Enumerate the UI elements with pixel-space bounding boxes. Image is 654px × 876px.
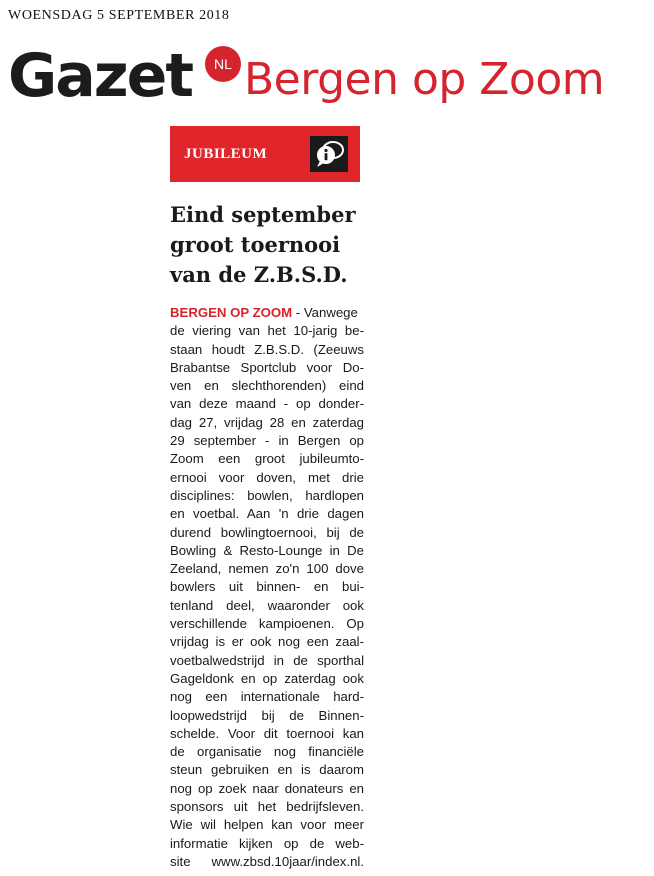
body-line: van deze maand - op donder- <box>170 396 364 412</box>
body-line: schelde. Voor dit toernooi kan <box>170 725 364 741</box>
masthead <box>8 38 648 116</box>
body-line: bowlers uit binnen- en bui- <box>170 579 364 595</box>
article-body <box>170 304 364 871</box>
edition-name: Bergen op Zoom <box>244 54 605 105</box>
body-line: de viering van het 10-jarig be- <box>170 323 364 339</box>
body-line: de organisatie nog financiële <box>170 744 364 760</box>
body-line: vrijdag is er ook nog een zaal- <box>170 634 364 650</box>
body-line: Bowling & Resto-Lounge in De <box>170 542 364 558</box>
body-line: durend bowlingtoernooi, bij de <box>170 524 364 540</box>
body-line: tenland deel, waaronder ook <box>170 597 364 613</box>
body-line: ven en slechthorenden) eind <box>170 378 364 394</box>
body-line: site www.zbsd.10jaar/index.nl. <box>170 853 364 869</box>
body-line: Zeeland, nemen zo'n 100 dove <box>170 561 364 577</box>
kicker-label: JUBILEUM <box>184 146 268 162</box>
article <box>170 126 364 871</box>
body-line: staan houdt Z.B.S.D. (Zeeuws <box>170 341 364 357</box>
headline-line: van de Z.B.S.D. <box>170 262 348 287</box>
brand-logo: Gazet <box>8 41 193 111</box>
body-line: Gageldonk en op zaterdag ook <box>170 670 364 686</box>
headline-line: groot toernooi <box>170 232 341 257</box>
body-line: en voetbal. Aan 'n drie dagen <box>170 506 364 522</box>
body-line: dag 27, vrijdag 28 en zaterdag <box>170 414 364 430</box>
body-line-text: - Vanwege <box>292 305 358 320</box>
body-line: Wie wil helpen kan voor meer <box>170 817 364 833</box>
body-line: nog een internationale hard- <box>170 689 364 705</box>
body-line: voetbalwedstrijd in de sporthal <box>170 652 364 668</box>
body-line: disciplines: bowlen, hardlopen <box>170 487 364 503</box>
nl-badge: NL <box>205 46 241 82</box>
body-line: informatie kijken op de web- <box>170 835 364 851</box>
city-label: BERGEN OP ZOOM <box>170 305 293 320</box>
kicker-banner <box>170 126 360 182</box>
dateline: WOENSDAG 5 SEPTEMBER 2018 <box>8 8 230 23</box>
body-line: steun gebruiken en is daarom <box>170 762 364 778</box>
headline-line: Eind september <box>170 202 356 227</box>
body-line: verschillende kampioenen. Op <box>170 616 364 632</box>
body-line: loopwedstrijd bij de Binnen- <box>170 707 364 723</box>
body-line: Brabantse Sportclub voor Do- <box>170 359 364 375</box>
body-line: ernooi voor doven, met drie <box>170 469 364 485</box>
body-line: 29 september - in Bergen op <box>170 433 364 449</box>
body-line: sponsors uit het bedrijfsleven. <box>170 799 364 815</box>
info-speech-bubble-icon <box>310 136 348 172</box>
body-line: nog op zoek naar donateurs en <box>170 780 364 796</box>
body-line: Zoom een groot jubileumto- <box>170 451 364 467</box>
body-line <box>170 304 364 322</box>
headline <box>170 200 370 290</box>
